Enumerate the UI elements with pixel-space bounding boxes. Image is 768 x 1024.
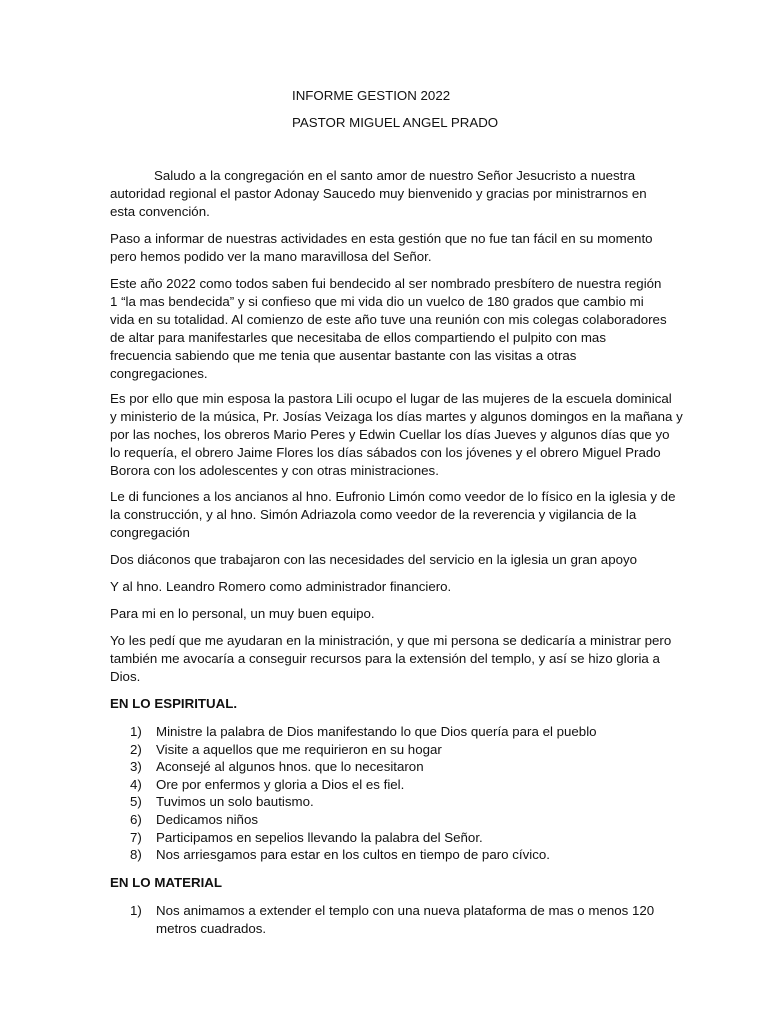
list-item-text: Ministre la palabra de Dios manifestando lo que Dios quería para el pueblo (156, 724, 597, 739)
paragraph-line: y ministerio de la música, Pr. Josías Veizaga los días martes y algunos domingos en la mañana y (110, 409, 683, 424)
paragraph-line: pero hemos podido ver la mano maravillosa del Señor. (110, 249, 432, 264)
list-item (130, 741, 670, 759)
spiritual-list (130, 723, 670, 864)
paragraph-greeting (110, 167, 662, 221)
paragraph-line: vida en su totalidad. Al comienzo de este año tuve una reunión con mis colegas colaboradores (110, 312, 667, 327)
paragraph-line: 1 “la mas bendecida” y si confieso que mi vida dio un vuelco de 180 grados que cambio mi (110, 294, 644, 309)
list-item-text: Nos arriesgamos para estar en los cultos en tiempo de paro cívico. (156, 847, 550, 863)
list-item-text: Aconsejé al algunos hnos. que lo necesitaron (156, 759, 424, 775)
list-item-number: 1) (130, 903, 142, 918)
list-item-text: Tuvimos un solo bautismo. (156, 794, 314, 810)
list-item-line: metros cuadrados. (156, 921, 267, 936)
list-item-text: Visite a aquellos que me requirieron en su hogar (156, 741, 442, 757)
paragraph-line: Le di funciones a los ancianos al hno. Eufronio Limón como veedor de lo físico en la iglesia y de (110, 489, 676, 504)
paragraph-line: frecuencia sabiendo que me tenia que ausentar bastante con las visitas a otras (110, 348, 577, 363)
list-item-number: 7) (130, 829, 142, 845)
list-item (130, 811, 670, 829)
list-item-text (156, 902, 654, 938)
list-item-number: 3) (130, 759, 142, 775)
paragraph-line: esta convención. (110, 204, 210, 219)
list-item-text: Dedicamos niños (156, 811, 258, 827)
paragraph-line: Este año 2022 como todos saben fui bendecido al ser nombrado presbítero de nuestra región (110, 276, 662, 291)
list-item (130, 793, 670, 811)
paragraph-line: Dos diáconos que trabajaron con las necesidades del servicio en la iglesia un gran apoyo (110, 552, 638, 567)
list-item (130, 902, 670, 938)
paragraph-line: Paso a informar de nuestras actividades en esta gestión que no fue tan fácil en su momento (110, 231, 653, 246)
list-item-line: Nos animamos a extender el templo con una nueva plataforma de mas o menos 120 (156, 903, 655, 918)
paragraph-team-opinion (110, 605, 662, 623)
section-heading-spiritual: EN LO ESPIRITUAL. (110, 696, 238, 711)
list-item-number: 8) (130, 847, 142, 863)
paragraph-line: congregaciones. (110, 366, 208, 381)
list-item (130, 846, 670, 864)
paragraph-presbyter (110, 275, 667, 383)
paragraph-elders (110, 488, 676, 542)
document-author: PASTOR MIGUEL ANGEL PRADO (292, 115, 499, 130)
paragraph-line: de altar para manifestarles que necesitaba de ellos compartiendo el pulpito con mas (110, 330, 606, 345)
list-item-number: 6) (130, 811, 142, 827)
paragraph-line: por las noches, los obreros Mario Peres y Edwin Cuellar los días Jueves y algunos días que yo (110, 427, 670, 442)
paragraph-line: congregación (110, 525, 190, 540)
list-item (130, 776, 670, 794)
list-item-number: 2) (130, 741, 142, 757)
document-title: INFORME GESTION 2022 (292, 88, 451, 103)
paragraph-intro (110, 230, 662, 266)
paragraph-line: la construcción, y al hno. Simón Adriazola como veedor de la reverencia y vigilancia de la (110, 507, 637, 522)
paragraph-line: lo requería, el obrero Jaime Flores los días sábados con los jóvenes y el obrero Miguel Prado (110, 445, 661, 460)
paragraph-line: Es por ello que min esposa la pastora Lili ocupo el lugar de las mujeres de la escuela dominical (110, 391, 672, 406)
paragraph-line: Yo les pedí que me ayudaran en la ministración, y que mi persona se dedicaría a ministrar pero (110, 633, 672, 648)
paragraph-line: Borora con los adolescentes y con otras ministraciones. (110, 463, 439, 478)
list-item (130, 829, 670, 847)
list-item-number: 1) (130, 724, 142, 739)
paragraph-line: Dios. (110, 669, 141, 684)
paragraph-line: Saludo a la congregación en el santo amor de nuestro Señor Jesucristo a nuestra (154, 168, 636, 183)
list-item-text: Participamos en sepelios llevando la palabra del Señor. (156, 829, 483, 845)
paragraph-treasurer (110, 578, 662, 596)
list-item-number: 4) (130, 776, 142, 792)
paragraph-line: autoridad regional el pastor Adonay Saucedo muy bienvenido y gracias por ministrarnos en (110, 186, 647, 201)
paragraph-deacons (110, 551, 662, 569)
paragraph-request (110, 632, 672, 686)
paragraph-line: también me avocaría a conseguir recursos para la extensión del templo, y así se hizo gloria a (110, 651, 660, 666)
list-item-text: Ore por enfermos y gloria a Dios el es fiel. (156, 776, 405, 792)
list-item (130, 758, 670, 776)
list-item-number: 5) (130, 794, 142, 810)
paragraph-line: Y al hno. Leandro Romero como administrador financiero. (110, 579, 452, 594)
paragraph-line: Para mi en lo personal, un muy buen equipo. (110, 606, 375, 621)
material-list (130, 902, 670, 938)
list-item (130, 723, 670, 741)
paragraph-team (110, 390, 683, 480)
section-heading-material: EN LO MATERIAL (110, 875, 223, 890)
